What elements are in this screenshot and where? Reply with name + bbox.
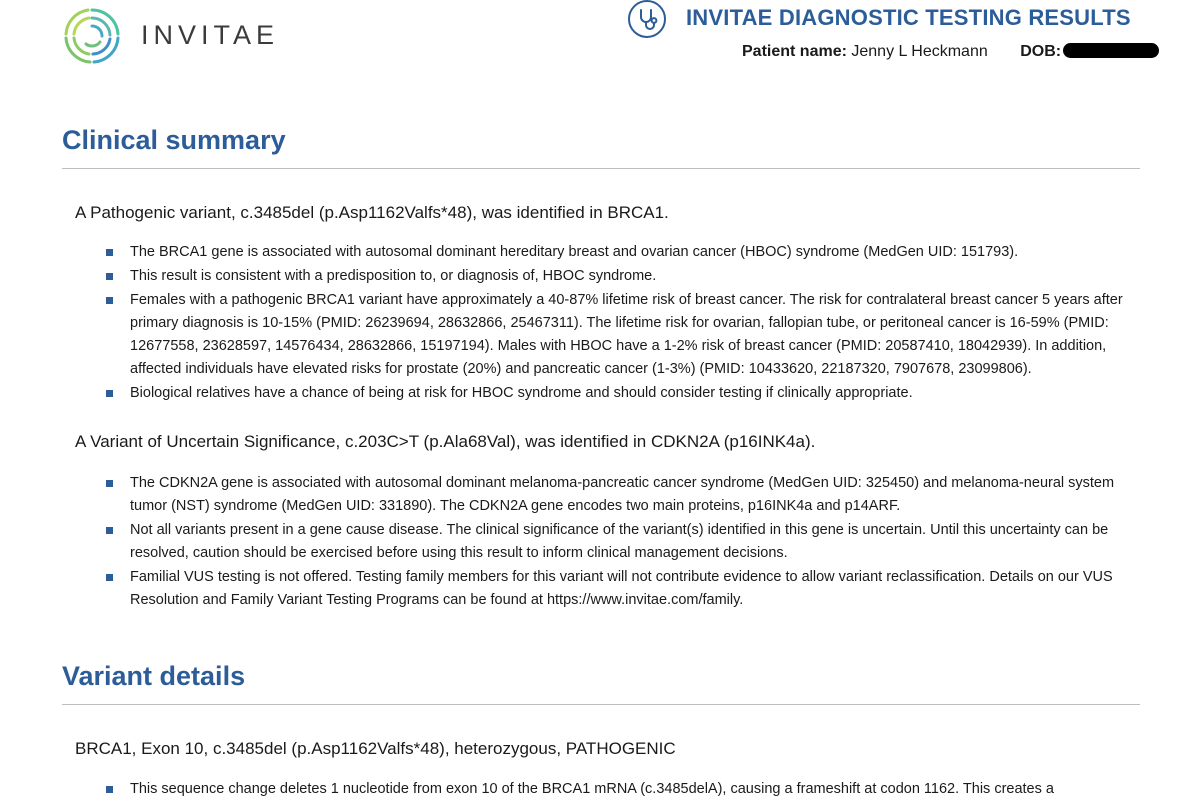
list-item: The BRCA1 gene is associated with autosomal dominant hereditary breast and ovarian cancer (HBOC) syndrome (MedGen UID: 151793). [106,241,1126,264]
dob-redaction [1063,43,1159,58]
patient-name: Jenny L Heckmann [851,43,988,60]
finding-bullets-brca1 [106,241,1126,406]
clinical-summary-heading: Clinical summary [62,125,286,155]
section-divider [62,704,1140,705]
variant-bullets [106,778,1126,802]
list-item: Familial VUS testing is not offered. Testing family members for this variant will not contribute evidence to allow variant reclassification. Details on our VUS Resolution and Family Variant Testing Programs can be found at https://www.invitae.com/family. [106,566,1126,612]
finding-statement-cdkn2a: A Variant of Uncertain Significance, c.203C>T (p.Ala68Val), was identified in CDKN2A (p16INK4a). [75,432,816,451]
invitae-logo-icon [60,4,124,68]
variant-details-heading: Variant details [62,661,246,691]
brand-name: INVITAE [141,20,280,50]
section-divider [62,168,1140,169]
variant-statement: BRCA1, Exon 10, c.3485del (p.Asp1162Valfs*48), heterozygous, PATHOGENIC [75,739,676,758]
stethoscope-icon [628,0,666,38]
patient-label: Patient name: [742,43,847,60]
patient-info [742,43,1159,61]
list-item: Females with a pathogenic BRCA1 variant have approximately a 40-87% lifetime risk of breast cancer. The risk for contralateral breast cancer 5 years after primary diagnosis is 10-15% (PMID: 26239694, 28632866, 25467311). The lifetime risk for ovarian, fallopian tube, or peritoneal cancer is 16-59% (PMID: 12677558, 23628597, 14576434, 28632866, 15197194). Males with HBOC have a 1-2% risk of breast cancer (PMID: 20587410, 18042939). In addition, affected individuals have elevated risks for prostate (20%) and pancreatic cancer (1-3%) (PMID: 10433620, 22187320, 7907678, 23099806). [106,289,1126,381]
finding-statement-brca1: A Pathogenic variant, c.3485del (p.Asp1162Valfs*48), was identified in BRCA1. [75,203,669,222]
list-item: Biological relatives have a chance of being at risk for HBOC syndrome and should consider testing if clinically appropriate. [106,382,1126,405]
results-title: INVITAE DIAGNOSTIC TESTING RESULTS [686,5,1131,30]
list-item: The CDKN2A gene is associated with autosomal dominant melanoma-pancreatic cancer syndrome (MedGen UID: 325450) and melanoma-neural system tumor (NST) syndrome (MedGen UID: 331890). The CDKN2A gene encodes two main proteins, p16INK4a and p14ARF. [106,472,1126,518]
finding-bullets-cdkn2a [106,472,1126,613]
list-item: Not all variants present in a gene cause disease. The clinical significance of the variant(s) identified in this gene is uncertain. Until this uncertainty can be resolved, caution should be exercised before using this result to inform clinical management decisions. [106,519,1126,565]
list-item: This result is consistent with a predisposition to, or diagnosis of, HBOC syndrome. [106,265,1126,288]
list-item: This sequence change deletes 1 nucleotide from exon 10 of the BRCA1 mRNA (c.3485delA), causing a frameshift at codon 1162. This creates a [106,778,1126,801]
dob-label: DOB: [1020,43,1062,60]
